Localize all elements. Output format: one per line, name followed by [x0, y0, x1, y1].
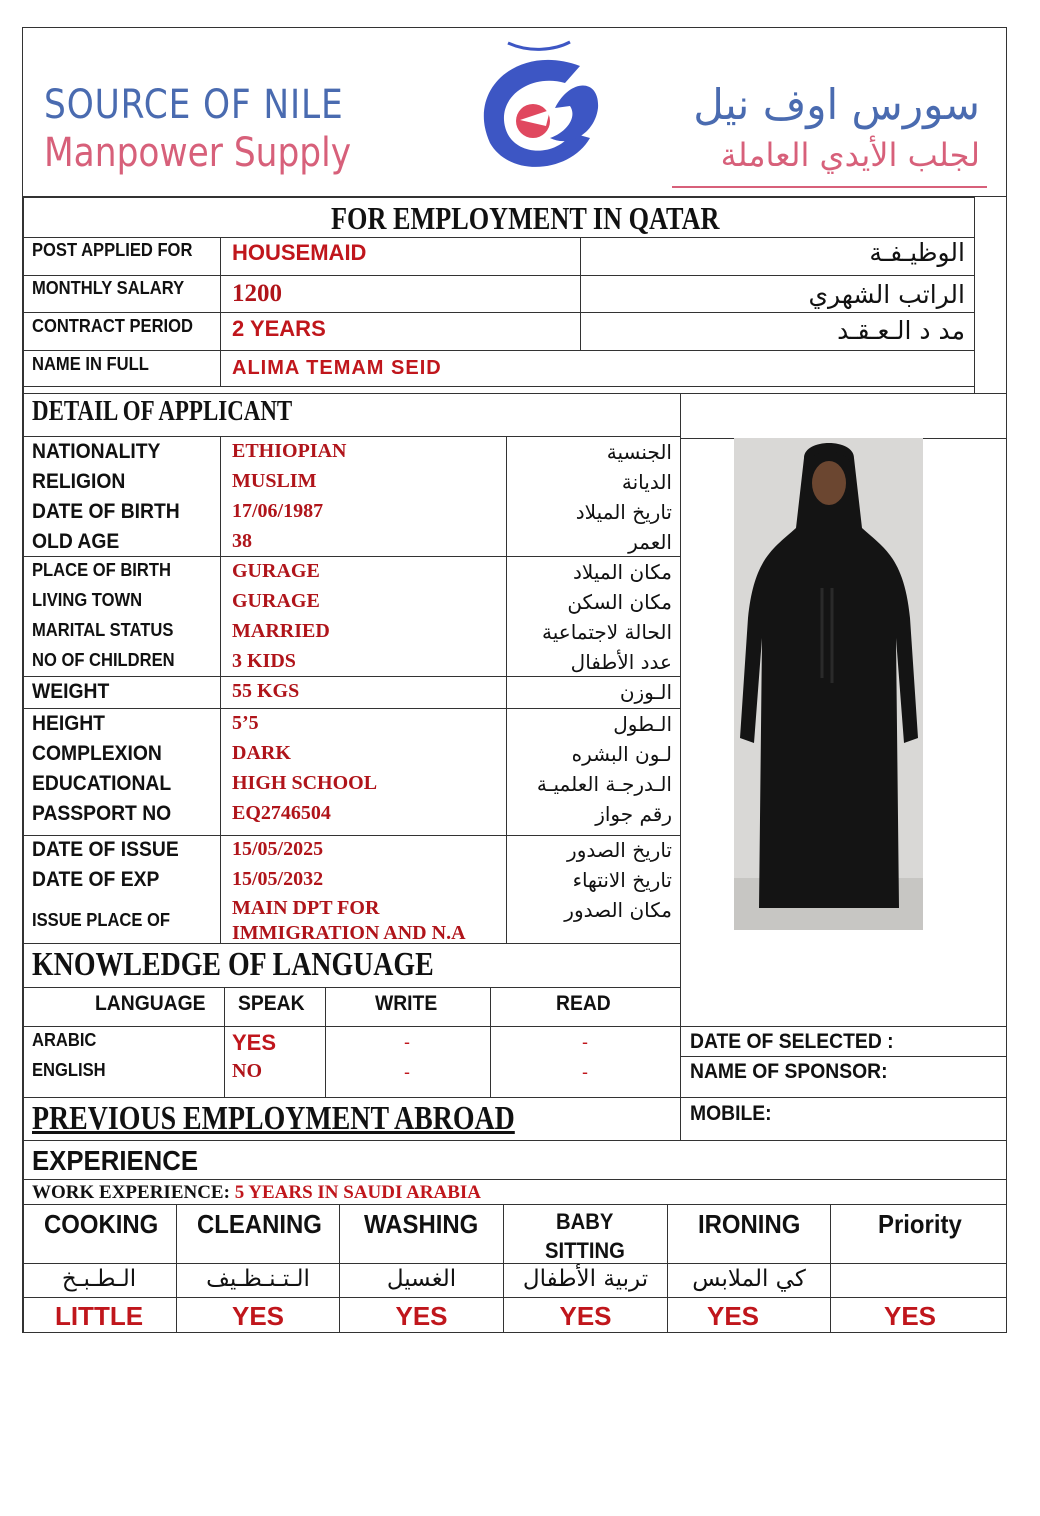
detail-heading: DETAIL OF APPLICANT [32, 396, 293, 427]
mobile-label: MOBILE: [690, 1102, 772, 1125]
expiry-date-label: DATE OF EXP [32, 868, 160, 891]
monthly-salary-value: 1200 [232, 280, 282, 307]
dob-label: DATE OF BIRTH [32, 500, 180, 523]
skill-cooking-arabic: الـطـبـخ [61, 1266, 137, 1292]
issue-place-value: MAIN DPT FOR [232, 897, 380, 919]
language-row-english: ENGLISH [32, 1060, 106, 1080]
expiry-date-value: 15/05/2032 [232, 868, 324, 890]
weight-value: 55 KGS [232, 680, 300, 702]
arabic-read: - [582, 1032, 588, 1052]
dob-arabic: تاريخ الميلاد [575, 500, 672, 524]
weight-label: WEIGHT [32, 680, 110, 703]
living-town-label: LIVING TOWN [32, 590, 143, 610]
height-label: HEIGHT [32, 712, 105, 735]
living-town-value: GURAGE [232, 590, 320, 612]
education-value: HIGH SCHOOL [232, 772, 378, 794]
work-experience-label: WORK EXPERIENCE: [32, 1182, 230, 1203]
issue-place-label: ISSUE PLACE OF [32, 910, 171, 930]
brand-tagline-ar: لجلب الأيدي العاملة [720, 136, 980, 174]
age-value: 38 [232, 530, 252, 552]
dob-value: 17/06/1987 [232, 500, 324, 522]
name-in-full-value: ALIMA TEMAM SEID [232, 357, 442, 379]
english-read: - [582, 1062, 588, 1082]
contract-period-arabic: مد د الـعـقـد [837, 316, 965, 345]
brand-name-en: SOURCE OF NILE [44, 82, 344, 128]
company-logo [460, 38, 620, 178]
skill-baby-sitting: SITTING [545, 1238, 625, 1263]
date-selected-label: DATE OF SELECTED : [690, 1030, 894, 1053]
children-label: NO OF CHILDREN [32, 650, 175, 670]
skill-baby-sitting-arabic: تربية الأطفال [522, 1266, 649, 1292]
skill-ironing: IRONING [698, 1209, 801, 1239]
marital-status-label: MARITAL STATUS [32, 620, 174, 640]
language-row-arabic: ARABIC [32, 1030, 97, 1050]
name-in-full-label: NAME IN FULL [32, 354, 149, 374]
complexion-value: DARK [232, 742, 291, 764]
post-applied-arabic: الوظيـفـة [869, 238, 965, 267]
expiry-date-arabic: تاريخ الانتهاء [572, 868, 672, 892]
brand-tagline-en: Manpower Supply [44, 130, 352, 176]
height-arabic: الـطول [613, 712, 672, 736]
col-read: READ [556, 992, 611, 1015]
issue-place-value-line2: IMMIGRATION AND N.A [232, 922, 466, 944]
education-arabic: الـدرجـة العلميـة [536, 772, 672, 796]
monthly-salary-arabic: الراتب الشهري [808, 280, 965, 309]
skill-washing-value: YES [395, 1301, 448, 1331]
age-arabic: العمر [628, 530, 672, 554]
brand-name-ar: سورس اوف نيل [693, 80, 980, 129]
skill-baby-sitting-value: YES [559, 1301, 612, 1331]
complexion-arabic: لـون البشره [571, 742, 672, 766]
english-speak: NO [232, 1060, 262, 1082]
skill-ironing-value: YES [706, 1301, 760, 1331]
skill-washing: WASHING [364, 1209, 479, 1239]
post-applied-label: POST APPLIED FOR [32, 240, 193, 260]
passport-no-label: PASSPORT NO [32, 802, 172, 825]
applicant-photo [734, 438, 923, 930]
skill-cleaning-value: YES [231, 1301, 285, 1331]
skill-cooking: COOKING [44, 1209, 159, 1239]
height-value: 5’5 [232, 712, 259, 734]
complexion-label: COMPLEXION [32, 742, 162, 765]
skill-priority: Priority [878, 1209, 962, 1239]
skill-cleaning: CLEANING [197, 1209, 322, 1239]
col-language: LANGUAGE [95, 992, 206, 1015]
passport-no-arabic: رقم جواز [595, 802, 672, 826]
skill-cleaning-arabic: الـتـنـظـيف [206, 1266, 310, 1292]
contract-period-value: 2 YEARS [232, 316, 326, 341]
religion-arabic: الديانة [621, 470, 672, 494]
work-experience-row [32, 1182, 481, 1204]
marital-status-arabic: الحالة لاجتماعية [542, 620, 672, 644]
monthly-salary-label: MONTHLY SALARY [32, 278, 185, 298]
page-title: FOR EMPLOYMENT IN QATAR [331, 200, 720, 236]
arabic-speak: YES [232, 1030, 277, 1055]
children-value: 3 KIDS [232, 650, 296, 672]
sponsor-name-label: NAME OF SPONSOR: [690, 1060, 888, 1083]
issue-place-arabic: مكان الصدور [564, 898, 672, 922]
english-write: - [404, 1062, 410, 1082]
weight-arabic: الـوزن [619, 680, 672, 704]
col-speak: SPEAK [238, 992, 305, 1015]
passport-no-value: EQ2746504 [232, 802, 331, 824]
marital-status-value: MARRIED [232, 620, 330, 642]
religion-value: MUSLIM [232, 470, 317, 492]
place-of-birth-value: GURAGE [232, 560, 320, 582]
skill-baby: BABY [556, 1209, 614, 1234]
skill-cooking-value: LITTLE [54, 1301, 144, 1331]
previous-employment-heading: PREVIOUS EMPLOYMENT ABROAD [32, 1100, 515, 1137]
experience-heading: EXPERIENCE [32, 1145, 199, 1176]
col-write: WRITE [375, 992, 438, 1015]
children-arabic: عدد الأطفال [570, 650, 672, 674]
issue-date-arabic: تاريخ الصدور [567, 838, 672, 862]
skill-ironing-arabic: كي الملابس [692, 1266, 806, 1292]
education-label: EDUCATIONAL [32, 772, 172, 795]
age-label: OLD AGE [32, 530, 120, 553]
place-of-birth-arabic: مكان الميلاد [573, 560, 672, 584]
work-experience-value: 5 YEARS IN SAUDI ARABIA [234, 1182, 482, 1203]
skill-priority-value: YES [883, 1301, 937, 1331]
religion-label: RELIGION [32, 470, 126, 493]
post-applied-value: HOUSEMAID [232, 240, 367, 265]
arabic-write: - [404, 1032, 410, 1052]
issue-date-value: 15/05/2025 [232, 838, 324, 860]
contract-period-label: CONTRACT PERIOD [32, 316, 193, 336]
nationality-value: ETHIOPIAN [232, 440, 347, 462]
skill-washing-arabic: الغسيل [386, 1266, 457, 1292]
nationality-arabic: الجنسية [606, 440, 672, 464]
living-town-arabic: مكان السكن [567, 590, 672, 614]
language-heading: KNOWLEDGE OF LANGUAGE [32, 946, 434, 983]
nationality-label: NATIONALITY [32, 440, 161, 463]
issue-date-label: DATE OF ISSUE [32, 838, 179, 861]
place-of-birth-label: PLACE OF BIRTH [32, 560, 171, 580]
